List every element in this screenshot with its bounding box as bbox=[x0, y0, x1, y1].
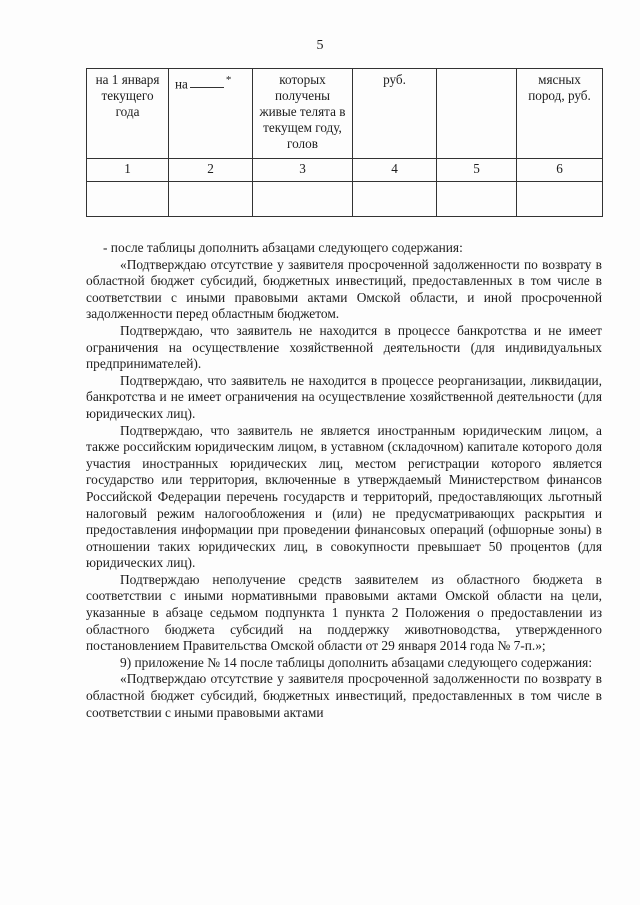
table-number-cell: 5 bbox=[437, 159, 517, 182]
table-empty-row bbox=[87, 182, 603, 217]
table-header-cell: руб. bbox=[353, 69, 437, 159]
table-header-row bbox=[87, 69, 603, 159]
document-body bbox=[86, 240, 602, 721]
paragraph: Подтверждаю, что заявитель не находится в процессе банкротства и не имеет ограничения на осуществление хозяйственной деятельности (для индивидуальных предпринимателей). bbox=[86, 322, 602, 372]
table-number-cell: 1 bbox=[87, 159, 169, 182]
paragraph: Подтверждаю неполучение средств заявителем из областного бюджета в соответствии с иными нормативными правовыми актами Омской области на цели, указанные в абзаце седьмом подпункта 1 пункта 2 Положения о предоставлении из областного бюджета субсидий на поддержку животноводства, утвержденного постановлением Правительства Омской области от 29 января 2014 года № 7-п.»; bbox=[86, 571, 602, 654]
paragraph: «Подтверждаю отсутствие у заявителя просроченной задолженности по возврату в областной бюджет субсидий, бюджетных инвестиций, предоставленных в том числе в соответствии с иными правовыми актами bbox=[86, 671, 602, 720]
paragraph: - после таблицы дополнить абзацами следующего содержания: bbox=[103, 240, 463, 255]
table-header-cell: мясных пород, руб. bbox=[517, 69, 603, 159]
table-empty-cell bbox=[517, 182, 603, 217]
table-empty-cell bbox=[253, 182, 353, 217]
table-header-cell bbox=[437, 69, 517, 159]
footnote-mark: * bbox=[225, 74, 232, 86]
table-header-cell bbox=[169, 69, 253, 159]
table-number-cell: 4 bbox=[353, 159, 437, 182]
table-empty-cell bbox=[437, 182, 517, 217]
paragraph: Подтверждаю, что заявитель не находится в процессе реорганизации, ликвидации, банкротства и не имеет ограничения на осуществление хозяйственной деятельности (для юридических лиц). bbox=[86, 372, 602, 421]
table-header-cell: на 1 января текущего года bbox=[87, 69, 169, 159]
table-header-text: на bbox=[175, 76, 188, 92]
table-number-cell: 2 bbox=[169, 159, 253, 182]
table-empty-cell bbox=[169, 182, 253, 217]
blank-line bbox=[190, 76, 224, 88]
table-number-cell: 6 bbox=[517, 159, 603, 182]
table-empty-cell bbox=[87, 182, 169, 217]
table-number-row bbox=[87, 159, 603, 182]
continuation-table bbox=[86, 68, 603, 217]
paragraph: Подтверждаю, что заявитель не является иностранным юридическим лицом, а также российским юридическим лицом, в уставном (складочном) капитале которого доля участия иностранных юридических лиц, местом регистрации которого является государство или территория, включенные в утверждаемый Министерством финансов Российской Федерации перечень государств и территорий, предоставляющих льготный налоговый режим налогообложения и (или) не предусматривающих раскрытия и предоставления информации при проведении финансовых операций (офшорные зоны) в отношении таких юридических лиц, в совокупности превышает 50 процентов (для юридических лиц). bbox=[86, 422, 602, 571]
table-empty-cell bbox=[353, 182, 437, 217]
paragraph: 9) приложение № 14 после таблицы дополнить абзацами следующего содержания: bbox=[120, 654, 593, 670]
table-number-cell: 3 bbox=[253, 159, 353, 182]
paragraph: «Подтверждаю отсутствие у заявителя просроченной задолженности по возврату в областной бюджет субсидий, бюджетных инвестиций, предоставленных в том числе в соответствии с иными правовыми актами Омской области, и иной просроченной задолженности перед областным бюджетом. bbox=[86, 256, 602, 322]
page-number: 5 bbox=[316, 38, 324, 53]
table-header-cell: которых получены живые телята в текущем году, голов bbox=[253, 69, 353, 159]
